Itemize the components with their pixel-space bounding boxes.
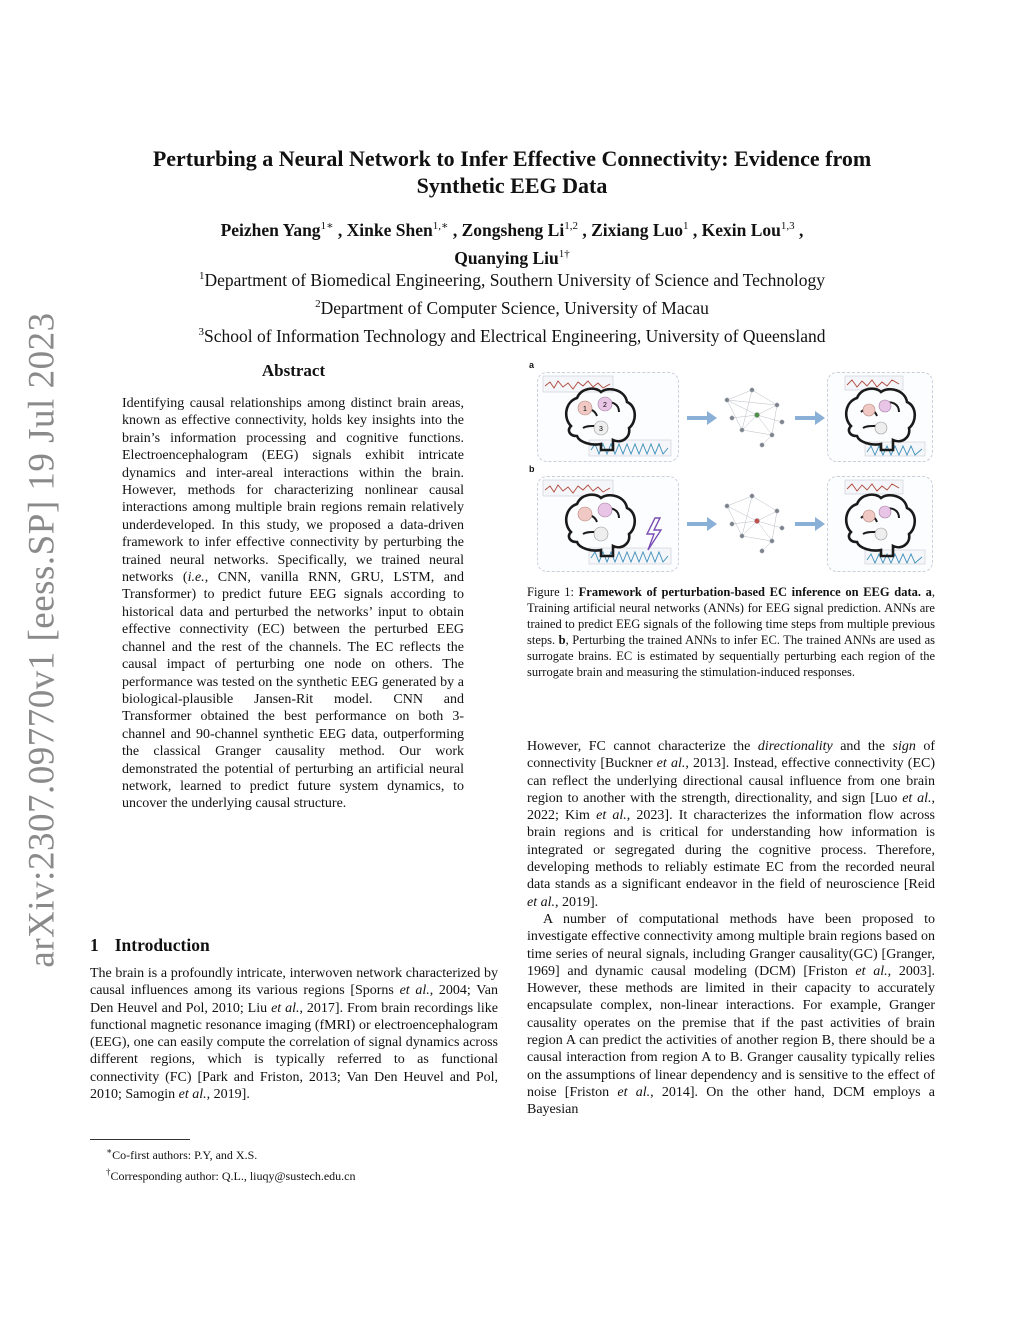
arrow-right-icon: [687, 411, 717, 425]
author-affil-mark: 1,∗: [432, 220, 449, 232]
arxiv-identifier: arXiv:2307.09770v1 [eess.SP] 19 Jul 2023: [21, 312, 63, 968]
affiliation-line: $^3$School of Information Technology and Electrical Engineering, University of Queensland: [198, 325, 826, 346]
author-affil-mark: 1†: [558, 247, 570, 260]
figure-1-graphic: [527, 360, 935, 575]
author-name: Peizhen Yang: [220, 219, 321, 240]
author-name: Zixiang Luo: [591, 219, 684, 240]
section-heading-introduction: 1 Introduction: [90, 935, 210, 955]
brain-icon: [566, 495, 635, 556]
paragraph: A number of computational methods have been proposed to investigate effective connectivity among multiple brain regions based on time series of neural signals, including Granger causality(GC) [Granger, 1969] and dynamic causal modeling (DCM) [Friston et al., 2003]. However, these methods are limited in their capacity to accurately encapsulate complex, non-linear interactions. For example, Granger causality operates on the premise that if the past activities of brain region A can predict the activities of another region B, there should be a causal interaction from region A to B. Granger causality typically relies on the assumptions of linear dependency and is sensitive to the effect of noise [Friston et al., 2014]. On the other hand, DCM employs a Bayesian: [527, 911, 936, 1118]
arrow-right-icon: [795, 517, 825, 531]
arrow-right-icon: [687, 517, 717, 531]
introduction-paragraph: The brain is a profoundly intricate, interwoven network characterized by causal influences among its various regions [Sporns et al., 2004; Van Den Heuvel and Pol, 2010; Liu et al., 2017]. From brain recordings like functional magnetic resonance imaging (fMRI) or electroencephalogram (EEG), one can easily compute the correlation of signal dynamics across different regions, which is typically referred to as functional connectivity (FC) [Park and Friston, 2013; Van Den Heuvel and Pol, 2010; Samogin et al., 2019].: [90, 966, 498, 1103]
region-label-1: 1: [583, 406, 587, 413]
affiliation-line: $^1$Department of Biomedical Engineering, Southern University of Science and Technology: [198, 269, 825, 290]
author-name: Xinke Shen: [346, 219, 433, 240]
footnote-corresponding: †Corresponding author: Q.L., liuqy@sustech.edu.cn: [106, 1167, 356, 1183]
right-column-body: [527, 738, 935, 1119]
paragraph: However, FC cannot characterize the directionality and the sign of connectivity [Buckner et al., 2013]. Instead, effective connectivity (EC) can reflect the underlying directional causal influence from one brain region to another with the strength, directionality, and sign [Luo et al., 2022; Kim et al., 2023]. It characterizes the information flow across brain regions and is critical for understanding how information is integrated or segregated during the cognitive process. Therefore, developing methods to reliably estimate EC from the recorded neural data stands as a significant endeavor in the field of neuroscience [Reid et al., 2019].: [527, 739, 935, 910]
affiliation-line: $^2$Department of Computer Science, University of Macau: [315, 297, 709, 318]
author-name: Quanying Liu: [454, 247, 559, 268]
eeg-trace-output-a: [845, 376, 925, 456]
eeg-trace-input-b: [543, 480, 671, 564]
abstract-heading: Abstract: [261, 361, 326, 380]
eeg-trace-output-b: [845, 480, 925, 564]
author-name: Zongsheng Li: [461, 219, 565, 240]
footnote-rule: [90, 1139, 190, 1140]
title-line-2: Synthetic EEG Data: [416, 173, 608, 198]
lightning-stimulus-icon: [647, 518, 661, 550]
paper-title: [90, 145, 934, 199]
footnote-cofirst: ∗Co-first authors: P.Y, and X.S.: [106, 1146, 258, 1162]
neural-network-graph-a: [725, 388, 784, 447]
neural-network-graph-b: [725, 494, 784, 553]
brain-icon: [846, 495, 915, 556]
author-affil-mark: 1,3: [780, 220, 795, 232]
author-name: Kexin Lou: [701, 219, 781, 240]
author-affil-mark: 1,2: [564, 220, 578, 232]
eeg-trace-input-a: [543, 376, 671, 456]
figure-1: [527, 360, 935, 575]
figure-1-caption: Figure 1: Framework of perturbation-based EC inference on EEG data. a, Training artificial neural networks (ANNs) for EEG signal prediction. ANNs are trained to predict EEG signals of the following time steps from multiple previous steps. b, Perturbing the trained ANNs to infer EC. The trained ANNs are used as surrogate brains. EC is estimated by sequentially perturbing each region of the surrogate brain and measuring the stimulation-induced responses.: [527, 585, 936, 679]
arrow-right-icon: [795, 411, 825, 425]
region-label-3: 3: [599, 426, 603, 433]
panel-label-a: a: [529, 360, 535, 370]
region-label-2: 2: [603, 402, 607, 409]
author-list: Peizhen Yang$^{1∗}$ , Xinke Shen$^{1,∗}$ , Zongsheng Li$^{1,2}$ , Zixiang Luo$^1$ , Kexin Lou$^{1,3}$ , Quanying Liu$^{1\dagger}$: [220, 219, 804, 268]
author-affil-mark: 1: [683, 220, 689, 232]
affiliations: [90, 264, 934, 347]
footnotes: [106, 1143, 356, 1185]
abstract-text: Identifying causal relationships among distinct brain areas, known as effective connectivity, holds key insights into the brain’s information processing and cognitive functions. Electroencephalogram (EEG) signals exhibit intricate dynamics and inter-areal interactions within the brain. However, methods for characterizing nonlinear causal interactions among multiple brain regions remain relatively underdeveloped. In this study, we proposed a data-driven framework to infer effective connectivity by perturbing the trained neural networks. Specifically, we trained neural networks (i.e., CNN, vanilla RNN, GRU, LSTM, and Transformer) to predict future EEG signals according to historical data and perturbed the networks’ input to obtain effective connectivity (EC) between the perturbed EEG channel and the rest of the channels. The EC reflects the causal impact of perturbing one node on others. The performance was tested on the synthetic EEG generated by a biological-plausible Jansen-Rit model. CNN and Transformer obtained the best performance on both 3-channel and 90-channel synthetic EEG data, outperforming the classical Granger causality method. Our work demonstrated the potential of perturbing an artificial neural network, learned to predict future system dynamics, to uncover the underlying causal structure.: [122, 396, 464, 812]
title-line-1: Perturbing a Neural Network to Infer Effective Connectivity: Evidence from: [152, 146, 872, 171]
brain-icon: [846, 389, 915, 450]
panel-label-b: b: [529, 464, 535, 474]
author-affil-mark: 1∗: [320, 220, 334, 232]
